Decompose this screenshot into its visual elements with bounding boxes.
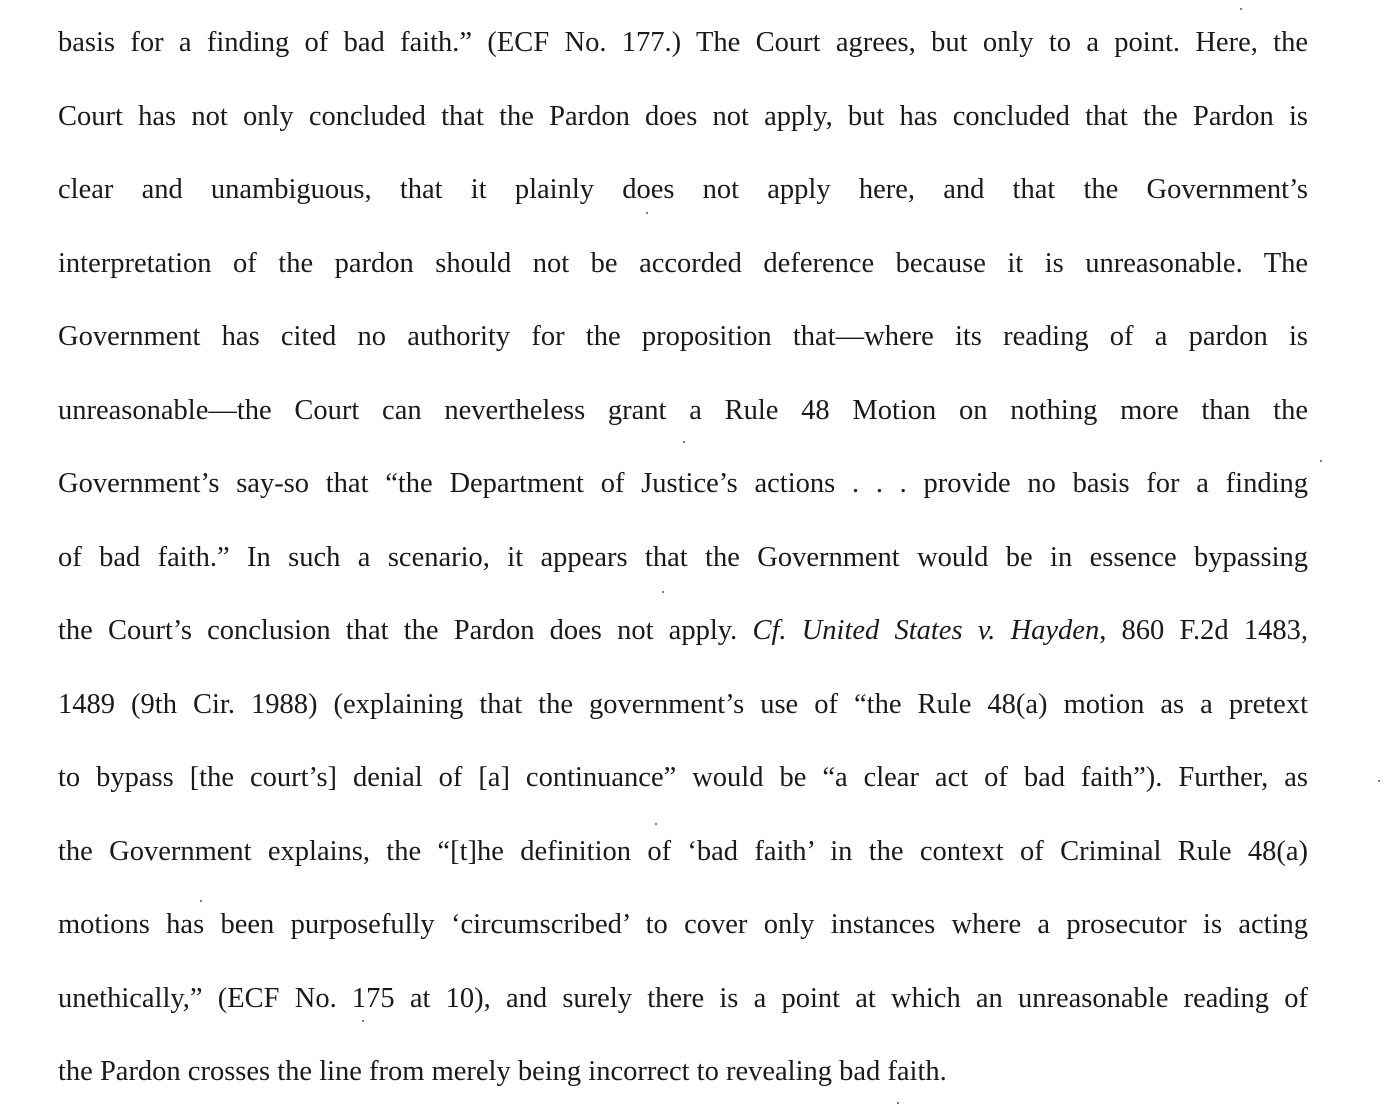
- scan-speck: [1378, 780, 1380, 782]
- scan-speck: [683, 441, 685, 443]
- text-line: [58, 161, 1308, 235]
- scan-speck: [662, 591, 664, 593]
- text-span: clear and unambiguous, that it plainly does not apply here, and that the Government’s: [58, 174, 1308, 205]
- scan-speck: [1320, 460, 1322, 462]
- text-span: the Pardon crosses the line from merely being incorrect to revealing bad faith.: [58, 1056, 947, 1087]
- text-span: of bad faith.” In such a scenario, it appears that the Government would be in essence bypassing: [58, 541, 1308, 573]
- scan-speck: [646, 212, 648, 214]
- text-span: , 860 F.2d 1483,: [1099, 615, 1308, 646]
- text-line: [58, 529, 1308, 603]
- document-body: [58, 14, 1308, 1117]
- text-line: [58, 235, 1308, 309]
- text-span: Government has cited no authority for the proposition that—where its reading of a pardon is: [58, 321, 1308, 352]
- text-line: [58, 14, 1308, 88]
- text-line: [58, 382, 1308, 456]
- text-span: to bypass [the court’s] denial of [a] continuance” would be “a clear act of bad faith”). Further, as: [58, 762, 1308, 793]
- text-span: unreasonable—the Court can nevertheless grant a Rule 48 Motion on nothing more than the: [58, 394, 1308, 426]
- text-span: basis for a finding of bad faith.” (ECF No. 177.) The Court agrees, but only to a point. Here, the: [58, 27, 1308, 58]
- scan-speck: [362, 1020, 364, 1022]
- text-line: [58, 1043, 1308, 1117]
- text-span: Government’s say-so that “the Department of Justice’s actions . . . provide no basis for a finding: [58, 468, 1308, 499]
- scan-speck: [1240, 8, 1242, 10]
- text-line: [58, 676, 1308, 750]
- scan-speck: [897, 1102, 899, 1104]
- text-line: [58, 823, 1308, 897]
- text-span: unethically,” (ECF No. 175 at 10), and surely there is a point at which an unreasonable reading of: [58, 982, 1308, 1014]
- scan-speck: [655, 823, 657, 825]
- text-line: [58, 602, 1308, 676]
- text-span: Court has not only concluded that the Pardon does not apply, but has concluded that the Pardon is: [58, 100, 1308, 132]
- text-line: [58, 308, 1308, 382]
- text-line: [58, 749, 1308, 823]
- text-span: interpretation of the pardon should not be accorded deference because it is unreasonable. The: [58, 247, 1308, 279]
- text-span: 1489 (9th Cir. 1988) (explaining that the government’s use of “the Rule 48(a) motion as a pretext: [58, 688, 1308, 720]
- case-citation: Cf. United States v. Hayden: [752, 615, 1100, 646]
- text-line: [58, 88, 1308, 162]
- text-line: [58, 455, 1308, 529]
- text-span: the Government explains, the “[t]he definition of ‘bad faith’ in the context of Criminal Rule 48(a): [58, 835, 1308, 867]
- text-line: [58, 896, 1308, 970]
- text-span: the Court’s conclusion that the Pardon does not apply.: [58, 615, 753, 646]
- text-span: motions has been purposefully ‘circumscribed’ to cover only instances where a prosecutor is acting: [58, 909, 1308, 940]
- text-line: [58, 970, 1308, 1044]
- scan-speck: [200, 900, 202, 902]
